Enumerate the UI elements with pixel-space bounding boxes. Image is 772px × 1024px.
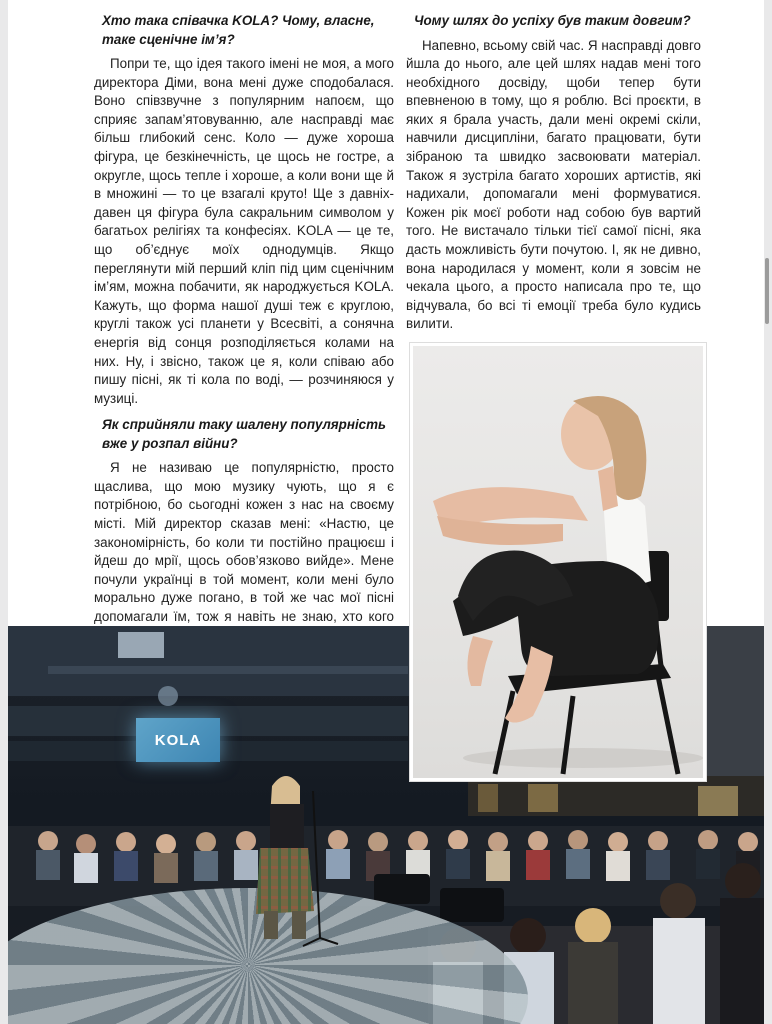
scrollbar-thumb[interactable] (765, 258, 769, 324)
question-heading: Хто така співачка KOLA? Чому, власне, таке сценічне ім’я? (102, 13, 375, 47)
left-column (94, 12, 394, 649)
question-heading: Як сприйняли таку шалену популярність вже у розпал війни? (102, 417, 386, 451)
stage-screen: KOLA (136, 718, 220, 762)
question-heading: Чому шлях до успіху був таким довгим? (414, 13, 691, 28)
portrait-photo (410, 343, 706, 781)
answer-paragraph: Напевно, всьому свій час. Я насправді довго йшла до нього, але цей шлях надав мені того необхідного досвіду, щоби тепер бути впевненою в тому, що я роблю. Всі проєкти, в яких я брала участь, дали мені окремі скіли, навчили дисципліни, багато працювати, бути зібраною та швидко засвоювати матеріал. Також я зустріла багато хороших артистів, які надихали, допомагали мені формуватися. Кожен рік моєї роботи над собою був вартий того. Не вистачало тільки тієї самої пісні, яка дасть можливість бути почутою. І, як не дивно, вона народилася у момент, коли я зовсім не чекала цього, а просто написала про те, що відчувала, бо всі ті емоції треба було кудись вилити. (406, 37, 701, 332)
right-column (406, 12, 701, 338)
magazine-page (8, 0, 764, 1024)
answer-paragraph: Попри те, що ідея такого імені не моя, а мого директора Діми, вона мені дуже сподобалася. Воно співзвучне з популярним напоєм, що сприяє запам’ятовуванню, але насправді має більш глибокий сенс. Коло — дуже хороша фігура, це безкінечність, це щось не гостре, а округле, щось тепле і хороше, а коли вони ще й в множині — то це взагалі круто! Ще з давніх-давен ця фігура була сакральним символом у багатьох релігіях та конфесіях. KOLA — це те, що об’єднує моїх однодумців. Якщо переглянути мій перший кліп під цим сценічним ім’ям, можна побачити, як народжується KOLA. Кажуть, що форма нашої душі теж є круглою, круглі також усі планети у Всесвіті, а сонячна енергія від сонця розподіляється колами на них. Ну, і звісно, також це я, коли співаю або пишу пісні, як ті кола по воді, — розчиняюся у музиці. (94, 56, 394, 406)
singer-portrait-illustration (413, 346, 703, 778)
answer-paragraph: Я не називаю це популярністю, просто щаслива, що мою музику чують, що я є потрібною, бо сьогодні кожен з нас на своєму місті. Мій директор сказав мені: «Настю, це закономірність, бо коли ти постійно працюєш і йдеш до мрії, щось обов’язково вийде». Мене почули українці в той момент, коли мені було морально дуже погано, в той же час мої пісні допомагали їм, тож я навіть не знаю, хто кого (94, 460, 394, 625)
